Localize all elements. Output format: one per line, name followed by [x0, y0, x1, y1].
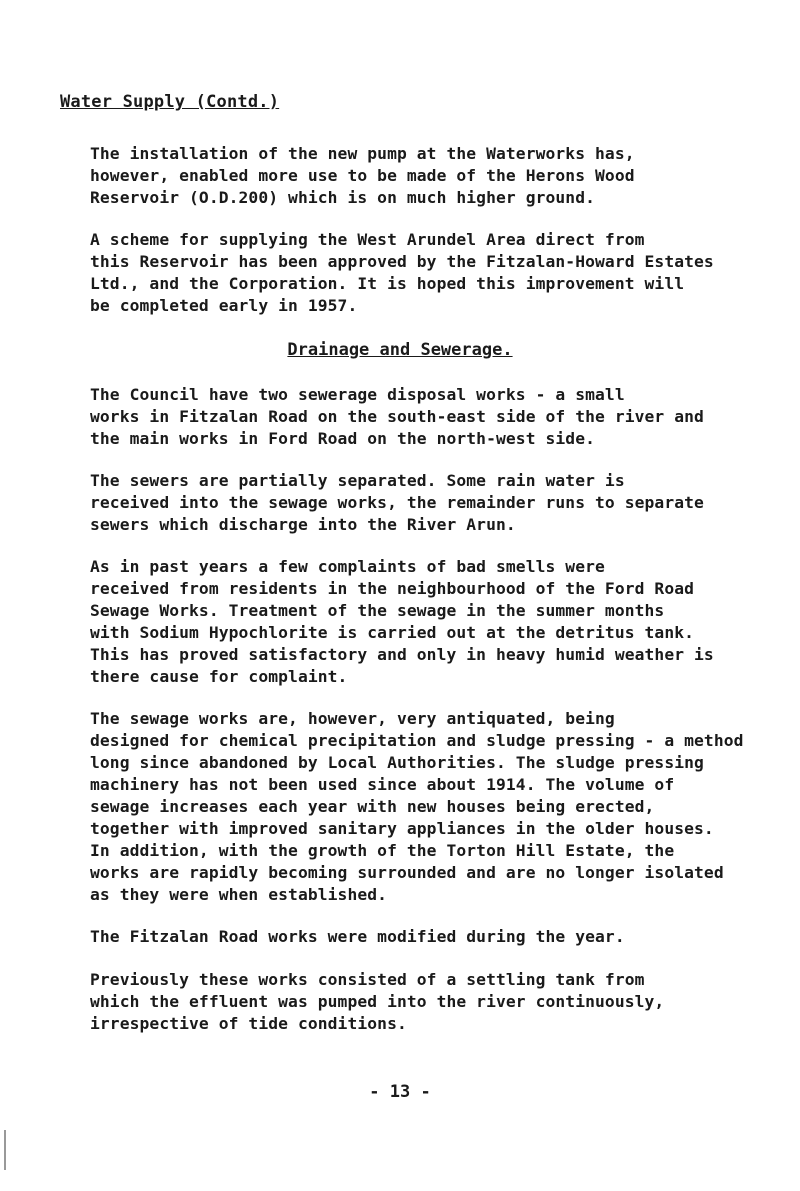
- paragraph-drainage-4: [90, 708, 770, 906]
- text-line: machinery has not been used since about 1914. The volume of: [90, 775, 675, 794]
- section-heading: Water Supply (Contd.): [60, 92, 280, 112]
- text-line: works are rapidly becoming surrounded and are no longer isolated: [90, 863, 724, 882]
- paragraph-drainage-1: [90, 384, 770, 450]
- scan-edge-mark: [4, 1130, 6, 1170]
- text-line: with Sodium Hypochlorite is carried out at the detritus tank.: [90, 623, 695, 642]
- paragraph-water-1: [90, 143, 770, 209]
- text-line: The sewers are partially separated. Some rain water is: [90, 471, 625, 490]
- text-line: Previously these works consisted of a settling tank from: [90, 970, 645, 989]
- text-line: received into the sewage works, the remainder runs to separate: [90, 493, 704, 512]
- text-line: sewage increases each year with new houses being erected,: [90, 797, 655, 816]
- text-line: received from residents in the neighbourhood of the Ford Road: [90, 579, 695, 598]
- text-line: there cause for complaint.: [90, 667, 348, 686]
- text-line: The sewage works are, however, very antiquated, being: [90, 709, 615, 728]
- text-line: Ltd., and the Corporation. It is hoped this improvement will: [90, 274, 685, 293]
- text-line: together with improved sanitary appliances in the older houses.: [90, 819, 714, 838]
- text-line: The installation of the new pump at the Waterworks has,: [90, 144, 635, 163]
- drainage-heading: Drainage and Sewerage.: [287, 340, 513, 360]
- page-number: - 13 -: [369, 1082, 431, 1102]
- text-line: sewers which discharge into the River Arun.: [90, 515, 516, 534]
- text-line: this Reservoir has been approved by the Fitzalan-Howard Estates: [90, 252, 714, 271]
- text-line: the main works in Ford Road on the north-west side.: [90, 429, 596, 448]
- paragraph-drainage-6: [90, 969, 770, 1035]
- text-line: as they were when established.: [90, 885, 388, 904]
- text-line: works in Fitzalan Road on the south-east side of the river and: [90, 407, 704, 426]
- paragraph-drainage-3: [90, 556, 770, 688]
- text-line: irrespective of tide conditions.: [90, 1014, 407, 1033]
- text-line: The Council have two sewerage disposal works - a small: [90, 385, 625, 404]
- text-line: The Fitzalan Road works were modified during the year.: [90, 927, 625, 946]
- paragraph-water-2: [90, 229, 770, 317]
- text-line: Reservoir (O.D.200) which is on much higher ground.: [90, 188, 596, 207]
- text-line: however, enabled more use to be made of the Herons Wood: [90, 166, 635, 185]
- paragraph-drainage-5: [90, 926, 770, 948]
- text-line: which the effluent was pumped into the river continuously,: [90, 992, 665, 1011]
- text-line: Sewage Works. Treatment of the sewage in the summer months: [90, 601, 665, 620]
- text-line: be completed early in 1957.: [90, 296, 358, 315]
- paragraph-drainage-2: [90, 470, 770, 536]
- text-line: This has proved satisfactory and only in heavy humid weather is: [90, 645, 714, 664]
- text-line: As in past years a few complaints of bad smells were: [90, 557, 605, 576]
- text-line: designed for chemical precipitation and sludge pressing - a method: [90, 731, 744, 750]
- text-line: A scheme for supplying the West Arundel Area direct from: [90, 230, 645, 249]
- text-line: long since abandoned by Local Authorities. The sludge pressing: [90, 753, 704, 772]
- text-line: In addition, with the growth of the Torton Hill Estate, the: [90, 841, 675, 860]
